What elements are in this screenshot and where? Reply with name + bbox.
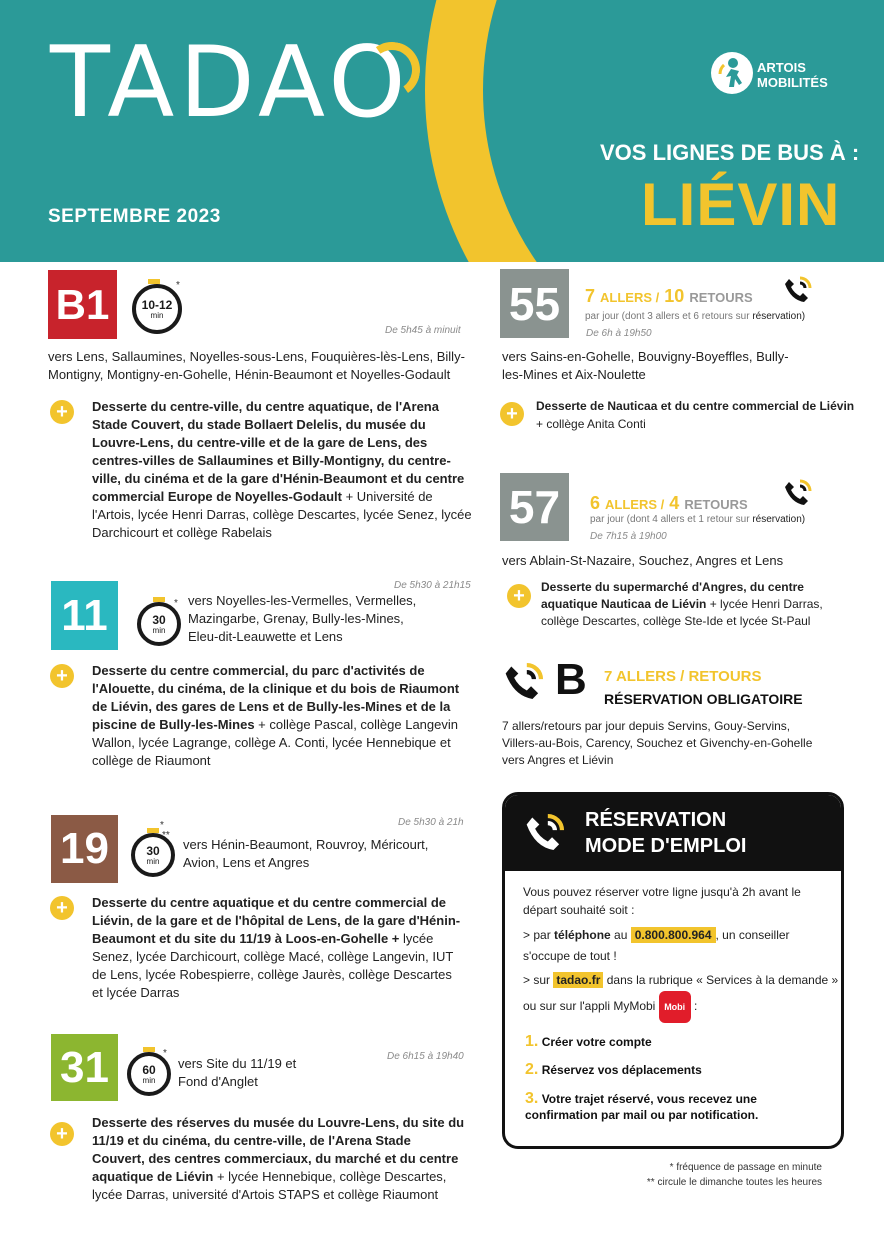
- desc-19-bold: Desserte du centre aquatique et du centre commercial de Liévin, de la gare et de l'hôpital de Lens, de la gare d'Hénin-Beaumont et du site du 11/19 à Loos-en-Gohelle +: [92, 895, 461, 946]
- allers-label: ALLERS /: [605, 497, 665, 512]
- line-badge-11: 11: [51, 581, 118, 650]
- reservation-phone-icon: [521, 809, 569, 857]
- hours-19: De 5h30 à 21h: [398, 817, 464, 828]
- hours-55: De 6h à 19h50: [586, 328, 652, 339]
- desc-b1: [92, 398, 472, 542]
- hours-31: De 6h15 à 19h40: [387, 1051, 464, 1062]
- desc-19: [92, 894, 466, 1002]
- desc-11-bold: Desserte du centre commercial, du parc d'activités de l'Alouette, du cinéma, de la clinique et du bois de Riaumont de Liévin, des gares de Lens et de Bully-les-Mines et de la piscine de Bully-les-Mines: [92, 663, 460, 732]
- freq-star: *: [163, 1048, 167, 1059]
- retours-label: RETOURS: [684, 497, 748, 512]
- footnote-1: * fréquence de passage en minute: [669, 1162, 822, 1173]
- header-banner: [0, 0, 884, 262]
- desc-57: [541, 579, 841, 630]
- step-text: Réservez vos déplacements: [541, 1063, 702, 1077]
- trips-55: [585, 286, 753, 307]
- plus-icon: +: [50, 896, 74, 920]
- freq-value: 30: [152, 612, 166, 627]
- reservation-intro: Vous pouvez réserver votre ligne jusqu'à 2h avant le départ souhaité soit :: [523, 885, 801, 917]
- phone-suffix: , un conseiller s'occupe de tout !: [523, 928, 790, 963]
- artois-mobilites-logo-icon: [711, 52, 753, 94]
- plus-icon: +: [507, 584, 531, 608]
- allers-label: ALLERS /: [600, 290, 660, 305]
- reservation-header: [505, 795, 841, 871]
- freq-unit: min: [142, 1075, 156, 1085]
- line-badge-57: 57: [500, 473, 569, 541]
- partner-line2: MOBILITÉS: [757, 75, 828, 90]
- hours-57: De 7h15 à 19h00: [590, 531, 667, 542]
- publication-date: SEPTEMBRE 2023: [48, 206, 221, 227]
- booking-required: RÉSERVATION OBLIGATOIRE: [604, 691, 803, 707]
- line-badge-19: 19: [51, 815, 118, 883]
- route-11: vers Noyelles-les-Vermelles, Vermelles, Mazingarbe, Grenay, Bully-les-Mines, Eleu-dit-Leauwette et Lens: [188, 593, 417, 644]
- reservation-box: [502, 792, 844, 1149]
- reservation-title-line2: MODE D'EMPLOI: [585, 835, 747, 857]
- desc-19-rest: lycée Senez, lycée Darchicourt, collège Macé, collège Langevin, IUT de Lens, lycée Robespierre, collège Jaurès, collège Descartes et lycée Darras: [92, 931, 454, 1000]
- reservation-title: [585, 807, 746, 859]
- reservation-app-line: [523, 991, 843, 1023]
- desc-57-bold: Desserte du supermarché d'Angres, du centre aquatique Nauticaa de Liévin: [541, 580, 804, 611]
- footnote-2: ** circule le dimanche toutes les heures: [646, 1177, 822, 1188]
- route-55: vers Sains-en-Gohelle, Bouvigny-Boyeffles, Bully-les-Mines et Aix-Noulette: [502, 349, 789, 382]
- step-1: [525, 1033, 652, 1051]
- step-text: Votre trajet réservé, vous recevez une confirmation par mail ou par notification.: [525, 1092, 759, 1122]
- desc-11-rest: + collège Pascal, collège Langevin Wallon, lycée Lagrange, collège A. Conti, lycée Hennebique et collège de Riaumont: [92, 717, 458, 768]
- per-day-res: réservation): [752, 311, 806, 322]
- city-name: LIÉVIN: [641, 171, 841, 238]
- desc-b1-rest: + Université de l'Artois, lycée Henri Darras, collège Descartes, lycée Senez, lycée Darchicourt et collège Rabelais: [92, 489, 472, 540]
- reservation-web-line: [523, 969, 843, 991]
- line-badge-b1: B1: [48, 270, 117, 339]
- allers-num: 7: [585, 286, 596, 306]
- phone-number[interactable]: 0.800.800.964: [631, 927, 716, 943]
- reservation-phone-line: [523, 925, 833, 967]
- plus-icon: +: [50, 400, 74, 424]
- freq-value: 60: [142, 1062, 156, 1077]
- tadao-logo: TADAO: [50, 26, 411, 140]
- partner-line1: ARTOIS: [757, 60, 806, 75]
- desc-55: [536, 397, 856, 433]
- reservation-phone-icon: [781, 476, 815, 510]
- phone-au: au: [614, 928, 628, 942]
- plus-icon: +: [500, 402, 524, 426]
- freq-star: *: [176, 280, 180, 291]
- phone-prefix: > par: [523, 928, 551, 942]
- website-link[interactable]: tadao.fr: [553, 972, 603, 988]
- per-day-text: par jour (dont 3 allers et 6 retours sur: [585, 311, 750, 322]
- allers-num: 6: [590, 493, 601, 513]
- freq-star: *: [174, 598, 178, 609]
- per-day-res: réservation): [752, 514, 806, 525]
- freq-unit: min: [146, 856, 160, 866]
- desc-b1-bold: Desserte du centre-ville, du centre aquatique, de l'Arena Stade Couvert, du stade Bollaert Delelis, du musée du Louvre-Lens, du centre-ville et de la gare de Lens, des centres-villes de Sallaumines et Billy-Montigny, du centre-ville, du cinéma et de la gare d'Hénin-Beaumont et du centre commercial Europe de Noyelles-Godault: [92, 399, 465, 504]
- reservation-title-line1: RÉSERVATION: [585, 809, 727, 831]
- plus-icon: +: [50, 1122, 74, 1146]
- desc-31-bold: Desserte des réserves du musée du Louvre-Lens, du site du 11/19 et du cinéma, du centre-ville, de l'Arena Stade Couvert, des centres commerciaux, du marché et du centre aquatique de Liévin: [92, 1115, 465, 1184]
- app-text: ou sur sur l'appli MyMobi: [523, 999, 656, 1014]
- desc-31-rest: + lycée Hennebique, collège Descartes, lycée Darras, université d'Artois STAPS et collège Riaumont: [92, 1169, 447, 1202]
- freq-unit: min: [152, 625, 166, 635]
- reservation-phone-icon: [781, 273, 815, 307]
- step-number: 2.: [525, 1061, 539, 1078]
- route-19: vers Hénin-Beaumont, Rouvroy, Méricourt, Avion, Lens et Angres: [183, 837, 429, 870]
- retours-label: RETOURS: [689, 290, 753, 305]
- line-badge-31: 31: [51, 1034, 118, 1101]
- web-prefix: > sur: [523, 973, 551, 987]
- desc-11: [92, 662, 468, 770]
- freq-star-double: **: [162, 830, 170, 841]
- desc-31: [92, 1114, 466, 1204]
- phone-word: téléphone: [554, 928, 611, 942]
- page-subtitle: VOS LIGNES DE BUS À :: [600, 140, 860, 165]
- reservation-phone-icon: [500, 658, 548, 706]
- desc-55-bold: Desserte de Nauticaa et du centre commercial de Liévin: [536, 399, 855, 413]
- step-number: 1.: [525, 1033, 539, 1050]
- freq-value: 10-12: [141, 297, 173, 312]
- per-day-55: [585, 311, 805, 322]
- desc-55-rest: + collège Anita Conti: [536, 417, 646, 431]
- trips-b: 7 ALLERS / RETOURS: [604, 668, 762, 685]
- retours-num: 4: [669, 493, 680, 513]
- freq-unit: min: [150, 310, 164, 320]
- trips-57: [590, 493, 748, 514]
- mymobi-app-icon[interactable]: Mobi: [659, 991, 691, 1023]
- per-day-57: [590, 514, 805, 525]
- web-suffix: dans la rubrique « Services à la demande »: [606, 973, 839, 987]
- plus-icon: +: [50, 664, 74, 688]
- step-number: 3.: [525, 1090, 539, 1107]
- hours-11: De 5h30 à 21h15: [394, 580, 471, 591]
- line-badge-55: 55: [500, 269, 569, 338]
- step-text: Créer votre compte: [541, 1035, 652, 1049]
- per-day-text: par jour (dont 4 allers et 1 retour sur: [590, 514, 750, 525]
- freq-value: 30: [146, 843, 160, 858]
- retours-num: 10: [664, 286, 685, 306]
- artois-mobilites-text: [757, 60, 828, 90]
- route-31: vers Site du 11/19 et Fond d'Anglet: [178, 1056, 297, 1089]
- timer-icon: [132, 284, 182, 334]
- step-2: [525, 1061, 702, 1079]
- freq-star: *: [160, 820, 164, 831]
- route-57: vers Ablain-St-Nazaire, Souchez, Angres et Lens: [502, 553, 784, 568]
- line-badge-b: B: [555, 655, 587, 704]
- desc-57-rest: + lycée Henri Darras, collège Descartes, collège Ste-Ide et lycée St-Paul: [541, 597, 823, 628]
- desc-b: 7 allers/retours par jour depuis Servins, Gouy-Servins, Villers-au-Bois, Carency, Souchez et Givenchy-en-Gohelle vers Angres et Liévin: [502, 719, 813, 767]
- route-b1: vers Lens, Sallaumines, Noyelles-sous-Lens, Fouquières-lès-Lens, Billy-Montigny, Montigny-en-Gohelle, Hénin-Beaumont et Noyelles-Godault: [48, 349, 465, 382]
- hours-b1: De 5h45 à minuit: [385, 325, 461, 336]
- step-3: [525, 1091, 825, 1123]
- app-colon: :: [694, 999, 698, 1014]
